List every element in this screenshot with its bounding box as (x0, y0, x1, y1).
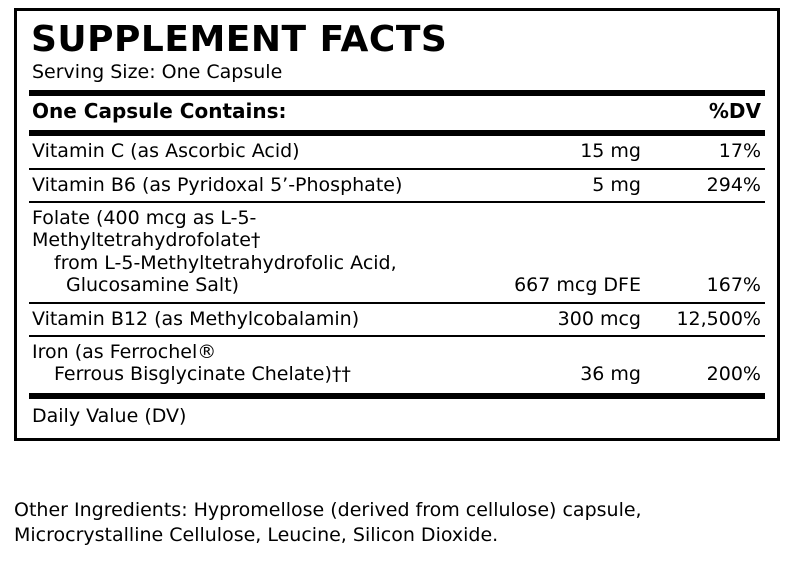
table-row (29, 169, 765, 202)
nutrient-dv: 12,500% (641, 303, 765, 336)
nutrient-name-line: Vitamin C (as Ascorbic Acid) (32, 140, 300, 163)
nutrient-dv (641, 202, 765, 303)
nutrient-amount: 300 mcg (456, 303, 641, 336)
nutrient-name-line: from L-5-Methyltetrahydrofolic Acid, (54, 251, 397, 274)
nutrient-name (29, 202, 456, 303)
header-name: One Capsule Contains: (32, 98, 287, 123)
nutrient-dv: 17% (718, 140, 761, 163)
other-ingredients-line-2: Microcrystalline Cellulose, Leucine, Silicon Dioxide. (14, 524, 499, 547)
nutrient-name (29, 136, 456, 168)
table-row (29, 303, 765, 336)
serving-size-text: Serving Size: One Capsule (32, 60, 283, 83)
nutrient-amount (456, 336, 641, 391)
nutrient-name (29, 303, 456, 336)
nutrient-name-line: Glucosamine Salt) (66, 274, 240, 297)
supplement-facts-panel (14, 8, 780, 441)
nutrient-amount: 15 mg (580, 140, 641, 163)
nutrient-amount-text: 667 mcg DFE (514, 274, 641, 297)
nutrient-name-line: Ferrous Bisglycinate Chelate)†† (54, 363, 351, 386)
page-title: SUPPLEMENT FACTS (31, 19, 448, 60)
nutrient-name-line: Folate (400 mcg as L-5-Methyltetrahydrofolate† (32, 207, 261, 252)
nutrient-name (29, 169, 456, 202)
header-dv: %DV (708, 98, 761, 123)
nutrient-amount (456, 202, 641, 303)
nutrient-name (29, 336, 456, 391)
nutrient-name-line: Iron (as Ferrochel® (32, 341, 217, 364)
nutrient-dv-text: 200% (706, 363, 761, 386)
daily-value-note: Daily Value (DV) (32, 404, 187, 427)
nutrition-rows (29, 136, 765, 391)
nutrient-dv (641, 336, 765, 391)
nutrition-table (29, 96, 765, 129)
nutrient-dv-text: 167% (706, 274, 761, 297)
other-ingredients (14, 498, 780, 548)
nutrient-name-line: Vitamin B12 (as Methylcobalamin) (32, 307, 360, 330)
nutrient-amount-text: 36 mg (580, 363, 641, 386)
table-row (29, 136, 765, 168)
nutrient-dv: 294% (641, 169, 765, 202)
table-header-row (29, 96, 765, 129)
nutrient-amount: 5 mg (456, 169, 641, 202)
nutrient-name-line: Vitamin B6 (as Pyridoxal 5’-Phosphate) (32, 173, 403, 196)
table-row (29, 202, 765, 303)
other-ingredients-line-1: Other Ingredients: Hypromellose (derived from cellulose) capsule, (14, 499, 642, 521)
table-row (29, 336, 765, 391)
header-amount (456, 96, 641, 129)
